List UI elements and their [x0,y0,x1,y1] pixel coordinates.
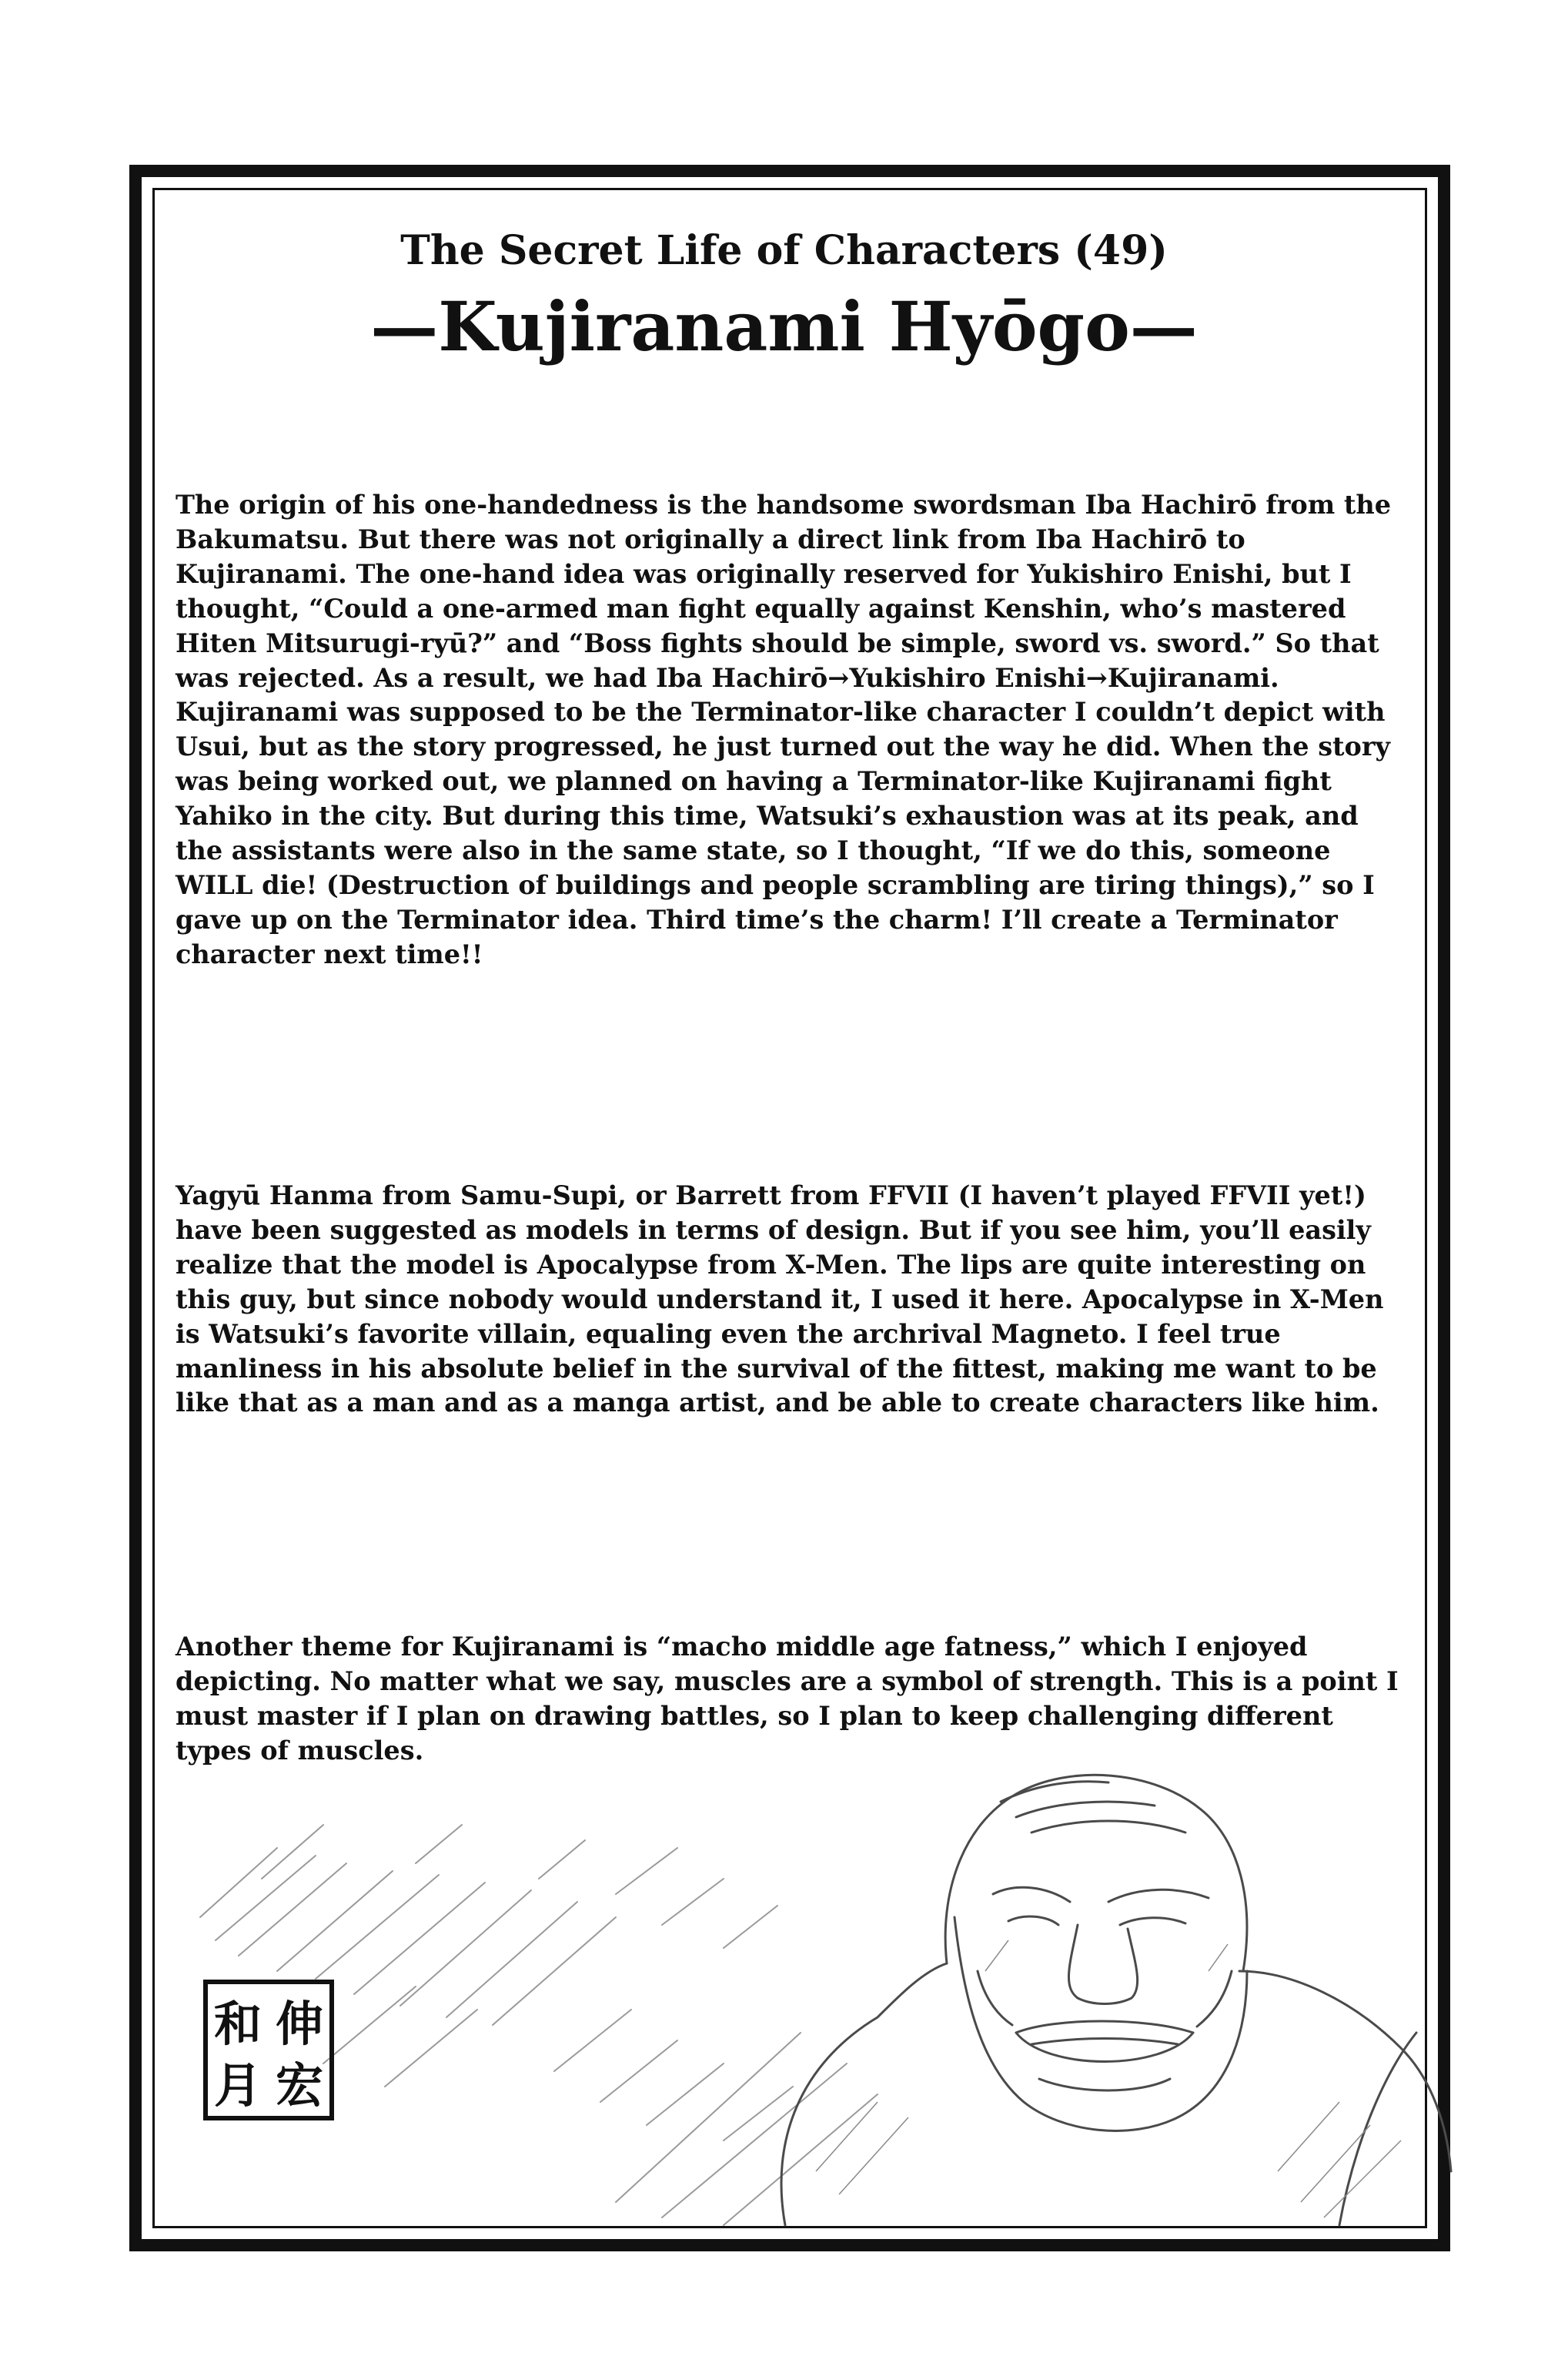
paragraph-design-models: Yagyū Hanma from Samu-Supi, or Barrett from FFVII (I haven’t played FFVII yet!) have been suggested as models in terms of design. But if you see him, you’ll easily realize that the model is Apocalypse from X-Men. The lips are quite interesting on this guy, but since nobody would understand it, I used it here. Apocalypse in X-Men is Watsuki’s favorite villain, equaling even the archrival Magneto. I feel true manliness in his absolute belief in the survival of the fittest, making me want to be like that as a man and as a manga artist, and be able to create characters like him. [176,1180,1384,1418]
paragraph-muscles: Another theme for Kujiranami is “macho middle age fatness,” which I enjoyed depicting. No matter what we say, muscles are a symbol of strength. This is a point I must master if I plan on drawing battles, so I plan to keep challenging different types of muscles. [176,1632,1399,1766]
character-name-title: —Kujiranami Hyōgo— [370,286,1198,367]
paragraph-origin: The origin of his one-handedness is the handsome swordsman Iba Hachirō from the Bakumatsu. But there was not originally a direct link from Iba Hachirō to Kujiranami. The one-hand idea was originally reserved for Yukishiro Enishi, but I thought, “Could a one-armed man fight equally against Kenshin, who’s mastered Hiten Mitsurugi-ryū?” and “Boss fights should be simple, sword vs. sword.” So that was rejected. As a result, we had Iba Hachirō→Yukishiro Enishi→Kujiranami. Kujiranami was supposed to be the Terminator-like character I couldn’t depict with Usui, but as the story progressed, he just turned out the way he did. When the story was being worked out, we planned on having a Terminator-like Kujiranami fight Yahiko in the city. But during this time, Watsuki’s exhaustion was at its peak, and the assistants were also in the same state, so I thought, “If we do this, someone WILL die! (Destruction of buildings and people scrambling are tiring things),” so I gave up on the Terminator idea. Third time’s the charm! I’ll create a Terminator character next time!! [176,490,1392,969]
series-title: The Secret Life of Characters (49) [400,227,1168,274]
svg-text:和: 和 [213,1996,262,2052]
svg-text:月: 月 [213,2057,262,2114]
svg-text:宏: 宏 [275,2057,324,2114]
artist-seal-stamp [202,1979,335,2121]
kujiranami-sketch-illustration [185,1740,1455,2233]
svg-text:伸: 伸 [275,1996,324,2052]
